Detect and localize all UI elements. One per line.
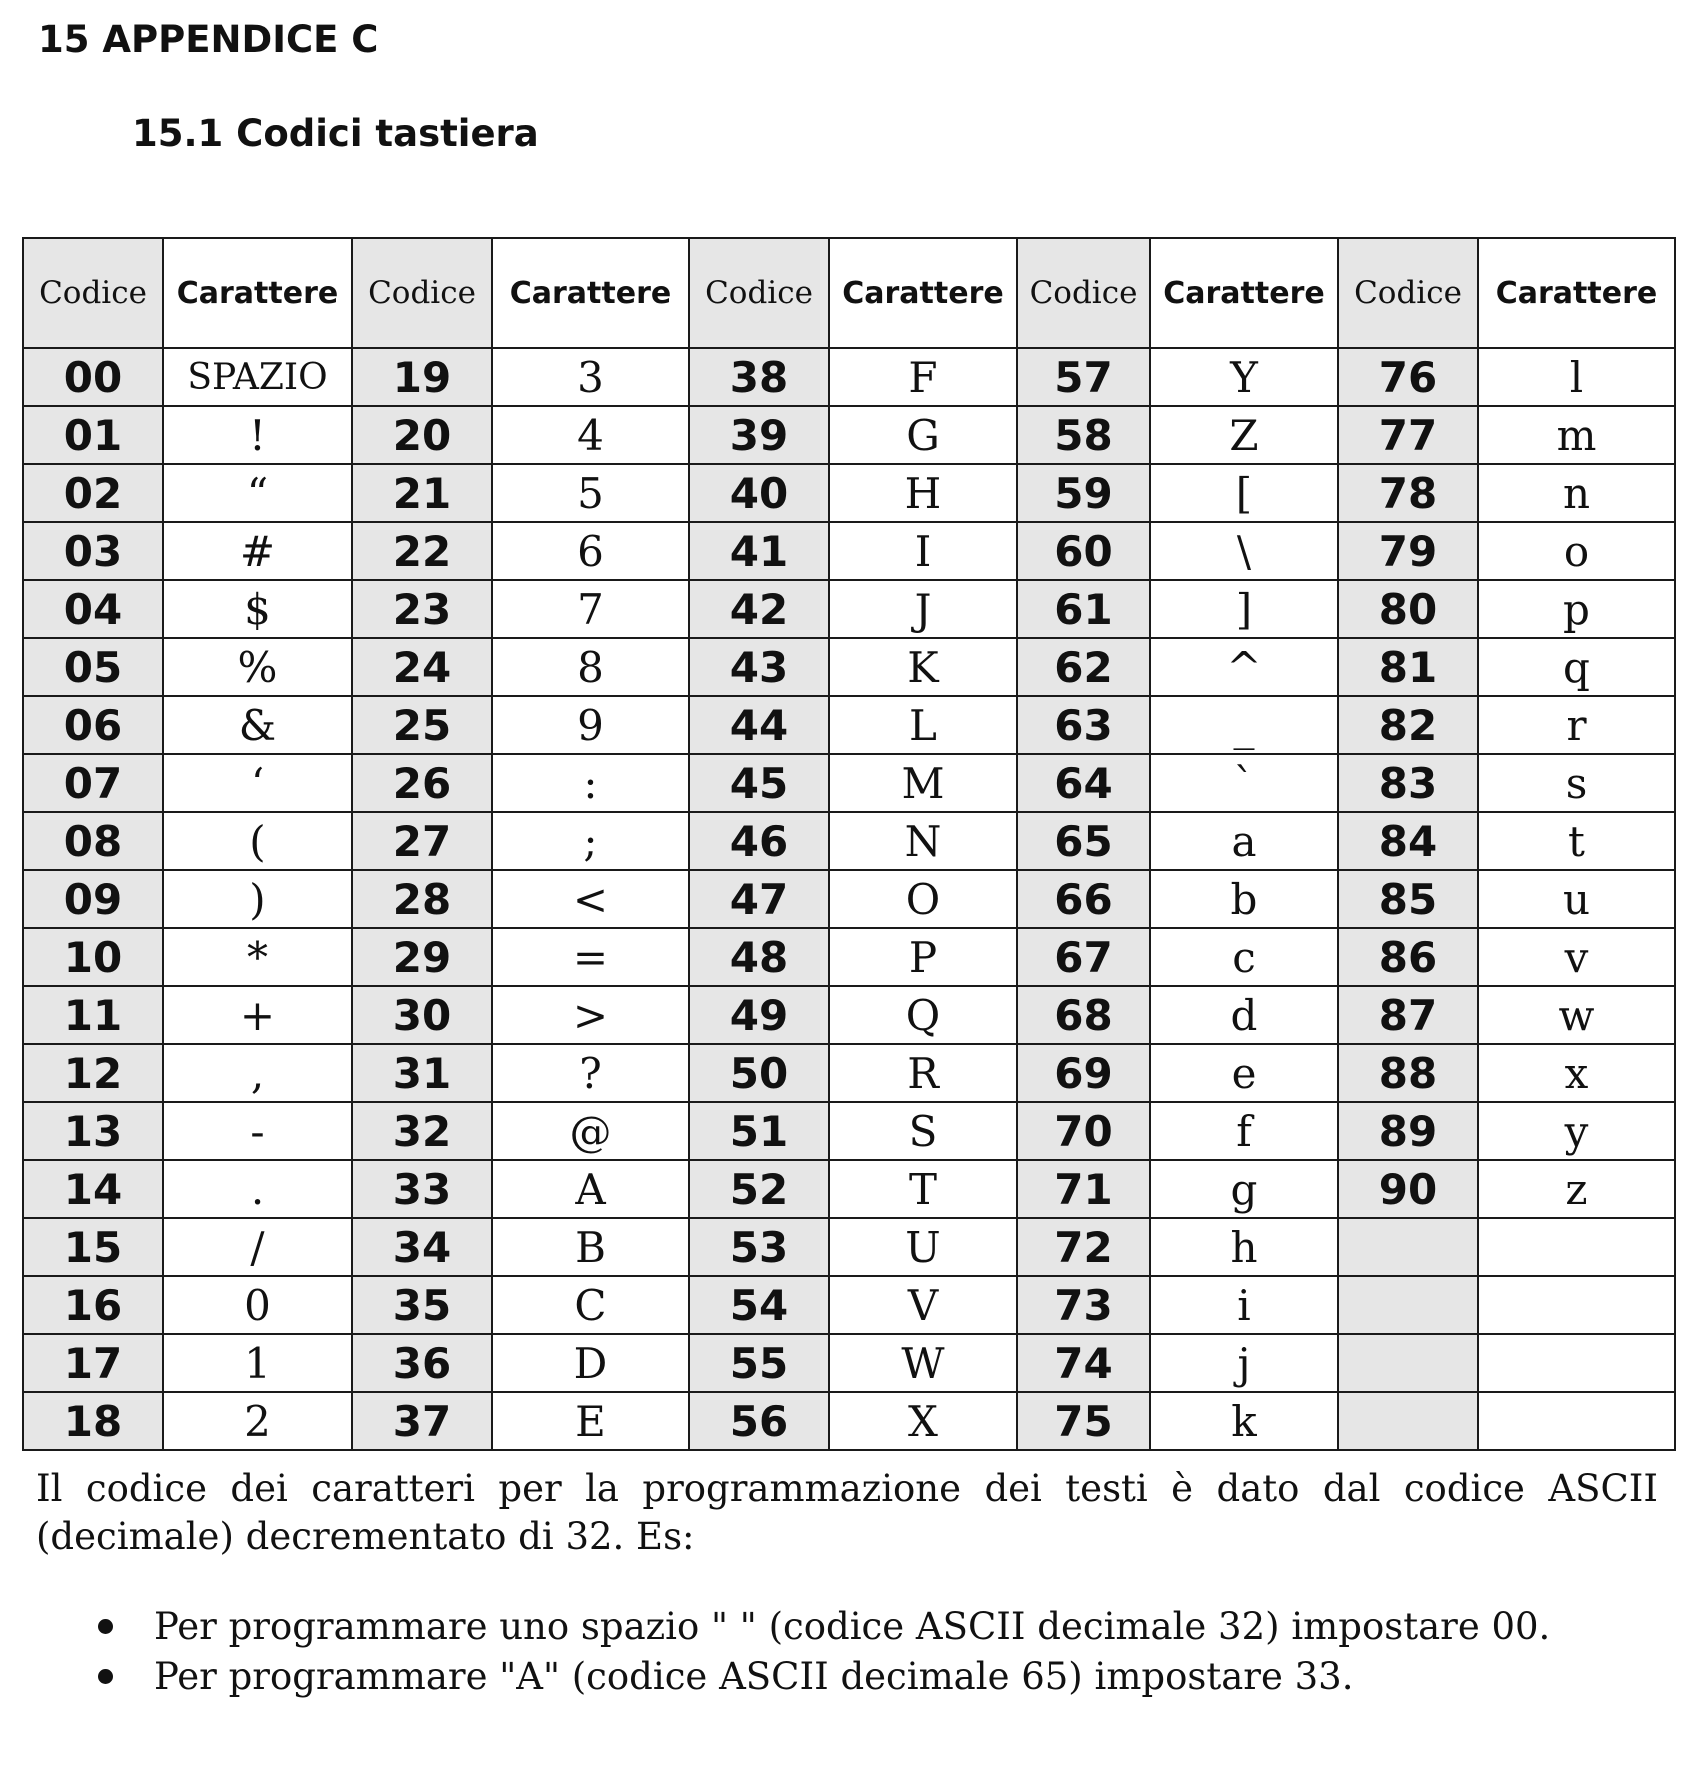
section-heading: 15 APPENDICE C — [38, 18, 379, 61]
table-row — [23, 638, 1675, 696]
code-cell: 20 — [352, 406, 492, 464]
character-cell: ` — [1150, 754, 1338, 812]
code-cell: 89 — [1338, 1102, 1478, 1160]
character-cell: x — [1478, 1044, 1675, 1102]
list-item-text: Per programmare "A" (codice ASCII decimale 65) impostare 33. — [154, 1655, 1354, 1698]
character-cell: U — [829, 1218, 1017, 1276]
character-cell: n — [1478, 464, 1675, 522]
character-cell: b — [1150, 870, 1338, 928]
character-cell: $ — [163, 580, 352, 638]
code-cell: 74 — [1017, 1334, 1150, 1392]
character-cell: H — [829, 464, 1017, 522]
table-row — [23, 522, 1675, 580]
code-cell: 62 — [1017, 638, 1150, 696]
character-cell: v — [1478, 928, 1675, 986]
character-cell: Y — [1150, 348, 1338, 406]
character-cell: # — [163, 522, 352, 580]
table-row — [23, 348, 1675, 406]
code-cell: 54 — [689, 1276, 829, 1334]
code-cell: 38 — [689, 348, 829, 406]
character-cell: E — [492, 1392, 689, 1450]
character-cell: t — [1478, 812, 1675, 870]
character-cell: ! — [163, 406, 352, 464]
table-row — [23, 986, 1675, 1044]
code-cell: 13 — [23, 1102, 163, 1160]
code-cell: 76 — [1338, 348, 1478, 406]
bullet-icon — [98, 1669, 113, 1684]
character-cell: Q — [829, 986, 1017, 1044]
code-cell: 83 — [1338, 754, 1478, 812]
character-cell: & — [163, 696, 352, 754]
code-cell: 05 — [23, 638, 163, 696]
example-list — [36, 1602, 1676, 1702]
code-cell: 18 — [23, 1392, 163, 1450]
character-cell: 6 — [492, 522, 689, 580]
character-cell: l — [1478, 348, 1675, 406]
character-cell: a — [1150, 812, 1338, 870]
code-cell: 12 — [23, 1044, 163, 1102]
character-cell — [1478, 1392, 1675, 1450]
table-row — [23, 1334, 1675, 1392]
code-cell: 64 — [1017, 754, 1150, 812]
code-cell: 25 — [352, 696, 492, 754]
table-row — [23, 1102, 1675, 1160]
table-row — [23, 1276, 1675, 1334]
code-cell: 72 — [1017, 1218, 1150, 1276]
character-cell: K — [829, 638, 1017, 696]
code-cell: 42 — [689, 580, 829, 638]
table-header-row — [23, 238, 1675, 348]
code-cell: 26 — [352, 754, 492, 812]
character-cell — [1478, 1276, 1675, 1334]
code-cell: 21 — [352, 464, 492, 522]
code-cell: 80 — [1338, 580, 1478, 638]
code-cell: 32 — [352, 1102, 492, 1160]
code-cell — [1338, 1334, 1478, 1392]
code-cell: 29 — [352, 928, 492, 986]
character-cell: = — [492, 928, 689, 986]
code-cell: 27 — [352, 812, 492, 870]
character-cell: % — [163, 638, 352, 696]
character-cell: O — [829, 870, 1017, 928]
character-cell: B — [492, 1218, 689, 1276]
code-cell: 39 — [689, 406, 829, 464]
character-cell: I — [829, 522, 1017, 580]
explanation-paragraph: Il codice dei caratteri per la programmazione dei testi è dato dal codice ASCII (decimale) decrementato di 32. Es: — [36, 1467, 1658, 1558]
character-cell: 9 — [492, 696, 689, 754]
character-cell: M — [829, 754, 1017, 812]
character-cell: * — [163, 928, 352, 986]
table-row — [23, 1160, 1675, 1218]
code-cell: 63 — [1017, 696, 1150, 754]
code-cell: 28 — [352, 870, 492, 928]
character-cell: ) — [163, 870, 352, 928]
character-cell: i — [1150, 1276, 1338, 1334]
character-cell: _ — [1150, 696, 1338, 754]
character-cell: > — [492, 986, 689, 1044]
character-cell: k — [1150, 1392, 1338, 1450]
character-cell: d — [1150, 986, 1338, 1044]
character-cell: Z — [1150, 406, 1338, 464]
column-header-character: Carattere — [163, 238, 352, 348]
code-cell: 43 — [689, 638, 829, 696]
table-row — [23, 696, 1675, 754]
character-cell: f — [1150, 1102, 1338, 1160]
code-cell: 07 — [23, 754, 163, 812]
character-cell: z — [1478, 1160, 1675, 1218]
code-cell: 36 — [352, 1334, 492, 1392]
code-cell: 65 — [1017, 812, 1150, 870]
code-cell: 79 — [1338, 522, 1478, 580]
character-cell — [1478, 1218, 1675, 1276]
character-cell: S — [829, 1102, 1017, 1160]
character-cell: \ — [1150, 522, 1338, 580]
character-cell: ( — [163, 812, 352, 870]
code-cell: 34 — [352, 1218, 492, 1276]
keyboard-codes-table — [22, 237, 1676, 1451]
character-cell: 4 — [492, 406, 689, 464]
character-cell: R — [829, 1044, 1017, 1102]
character-cell: . — [163, 1160, 352, 1218]
code-cell: 35 — [352, 1276, 492, 1334]
column-header-code: Codice — [1017, 238, 1150, 348]
character-cell: W — [829, 1334, 1017, 1392]
character-cell: SPAZIO — [163, 348, 352, 406]
code-cell: 70 — [1017, 1102, 1150, 1160]
character-cell: ^ — [1150, 638, 1338, 696]
code-cell: 37 — [352, 1392, 492, 1450]
character-cell: 1 — [163, 1334, 352, 1392]
character-cell: m — [1478, 406, 1675, 464]
code-cell: 16 — [23, 1276, 163, 1334]
character-cell: + — [163, 986, 352, 1044]
character-cell: c — [1150, 928, 1338, 986]
character-cell: ; — [492, 812, 689, 870]
code-cell: 67 — [1017, 928, 1150, 986]
character-cell: 3 — [492, 348, 689, 406]
subsection-heading: 15.1 Codici tastiera — [132, 112, 539, 155]
character-cell: A — [492, 1160, 689, 1218]
code-cell: 51 — [689, 1102, 829, 1160]
table-row — [23, 464, 1675, 522]
character-cell: N — [829, 812, 1017, 870]
code-cell: 03 — [23, 522, 163, 580]
column-header-code: Codice — [1338, 238, 1478, 348]
code-cell: 06 — [23, 696, 163, 754]
column-header-code: Codice — [352, 238, 492, 348]
code-cell: 31 — [352, 1044, 492, 1102]
character-cell: w — [1478, 986, 1675, 1044]
code-cell: 86 — [1338, 928, 1478, 986]
character-cell: u — [1478, 870, 1675, 928]
code-cell: 48 — [689, 928, 829, 986]
character-cell: r — [1478, 696, 1675, 754]
code-cell: 17 — [23, 1334, 163, 1392]
code-cell: 30 — [352, 986, 492, 1044]
code-cell: 85 — [1338, 870, 1478, 928]
character-cell: , — [163, 1044, 352, 1102]
code-cell: 08 — [23, 812, 163, 870]
code-cell: 49 — [689, 986, 829, 1044]
code-cell: 50 — [689, 1044, 829, 1102]
table-row — [23, 928, 1675, 986]
code-cell: 61 — [1017, 580, 1150, 638]
code-cell: 60 — [1017, 522, 1150, 580]
code-cell: 11 — [23, 986, 163, 1044]
character-cell: ‘ — [163, 754, 352, 812]
list-item — [36, 1652, 1676, 1702]
character-cell: D — [492, 1334, 689, 1392]
character-cell: 8 — [492, 638, 689, 696]
code-cell: 77 — [1338, 406, 1478, 464]
character-cell: [ — [1150, 464, 1338, 522]
code-cell: 24 — [352, 638, 492, 696]
character-cell: y — [1478, 1102, 1675, 1160]
code-cell: 19 — [352, 348, 492, 406]
code-cell: 01 — [23, 406, 163, 464]
code-cell: 45 — [689, 754, 829, 812]
table-row — [23, 812, 1675, 870]
list-item-text: Per programmare uno spazio " " (codice ASCII decimale 32) impostare 00. — [154, 1605, 1551, 1648]
code-cell: 15 — [23, 1218, 163, 1276]
code-cell: 78 — [1338, 464, 1478, 522]
code-cell: 81 — [1338, 638, 1478, 696]
code-cell: 10 — [23, 928, 163, 986]
character-cell: s — [1478, 754, 1675, 812]
character-cell: 0 — [163, 1276, 352, 1334]
character-cell: 5 — [492, 464, 689, 522]
code-cell: 66 — [1017, 870, 1150, 928]
character-cell: h — [1150, 1218, 1338, 1276]
code-cell: 44 — [689, 696, 829, 754]
character-cell: g — [1150, 1160, 1338, 1218]
character-cell: j — [1150, 1334, 1338, 1392]
code-cell: 69 — [1017, 1044, 1150, 1102]
character-cell: F — [829, 348, 1017, 406]
character-cell: < — [492, 870, 689, 928]
character-cell: 7 — [492, 580, 689, 638]
code-cell: 73 — [1017, 1276, 1150, 1334]
table-row — [23, 580, 1675, 638]
column-header-character: Carattere — [492, 238, 689, 348]
character-cell: L — [829, 696, 1017, 754]
character-cell: - — [163, 1102, 352, 1160]
code-cell: 82 — [1338, 696, 1478, 754]
code-cell: 68 — [1017, 986, 1150, 1044]
code-cell: 47 — [689, 870, 829, 928]
column-header-code: Codice — [23, 238, 163, 348]
code-cell: 33 — [352, 1160, 492, 1218]
code-cell: 53 — [689, 1218, 829, 1276]
code-cell: 40 — [689, 464, 829, 522]
code-cell: 75 — [1017, 1392, 1150, 1450]
character-cell: o — [1478, 522, 1675, 580]
column-header-code: Codice — [689, 238, 829, 348]
table-row — [23, 754, 1675, 812]
character-cell: P — [829, 928, 1017, 986]
character-cell: ? — [492, 1044, 689, 1102]
code-cell: 57 — [1017, 348, 1150, 406]
code-cell: 88 — [1338, 1044, 1478, 1102]
code-cell: 56 — [689, 1392, 829, 1450]
character-cell: : — [492, 754, 689, 812]
code-cell: 71 — [1017, 1160, 1150, 1218]
list-item — [36, 1602, 1676, 1652]
character-cell: G — [829, 406, 1017, 464]
character-cell: ] — [1150, 580, 1338, 638]
table-row — [23, 870, 1675, 928]
code-cell: 04 — [23, 580, 163, 638]
code-cell: 41 — [689, 522, 829, 580]
character-cell: p — [1478, 580, 1675, 638]
code-cell: 58 — [1017, 406, 1150, 464]
character-cell — [1478, 1334, 1675, 1392]
code-cell: 09 — [23, 870, 163, 928]
character-cell: / — [163, 1218, 352, 1276]
column-header-character: Carattere — [1478, 238, 1675, 348]
code-cell: 23 — [352, 580, 492, 638]
character-cell: @ — [492, 1102, 689, 1160]
code-cell: 59 — [1017, 464, 1150, 522]
table-row — [23, 406, 1675, 464]
bullet-icon — [98, 1619, 113, 1634]
code-cell — [1338, 1276, 1478, 1334]
character-cell: T — [829, 1160, 1017, 1218]
code-cell: 22 — [352, 522, 492, 580]
code-cell: 90 — [1338, 1160, 1478, 1218]
table-row — [23, 1044, 1675, 1102]
character-cell: X — [829, 1392, 1017, 1450]
code-cell — [1338, 1392, 1478, 1450]
code-cell: 55 — [689, 1334, 829, 1392]
code-cell: 14 — [23, 1160, 163, 1218]
table-row — [23, 1392, 1675, 1450]
code-cell: 87 — [1338, 986, 1478, 1044]
column-header-character: Carattere — [829, 238, 1017, 348]
character-cell: C — [492, 1276, 689, 1334]
character-cell: e — [1150, 1044, 1338, 1102]
character-cell: V — [829, 1276, 1017, 1334]
character-cell: J — [829, 580, 1017, 638]
column-header-character: Carattere — [1150, 238, 1338, 348]
code-cell: 46 — [689, 812, 829, 870]
code-cell: 00 — [23, 348, 163, 406]
code-cell: 84 — [1338, 812, 1478, 870]
code-cell: 02 — [23, 464, 163, 522]
table-body — [23, 348, 1675, 1450]
character-cell: 2 — [163, 1392, 352, 1450]
code-cell — [1338, 1218, 1478, 1276]
code-cell: 52 — [689, 1160, 829, 1218]
character-cell: q — [1478, 638, 1675, 696]
character-cell: “ — [163, 464, 352, 522]
table-row — [23, 1218, 1675, 1276]
